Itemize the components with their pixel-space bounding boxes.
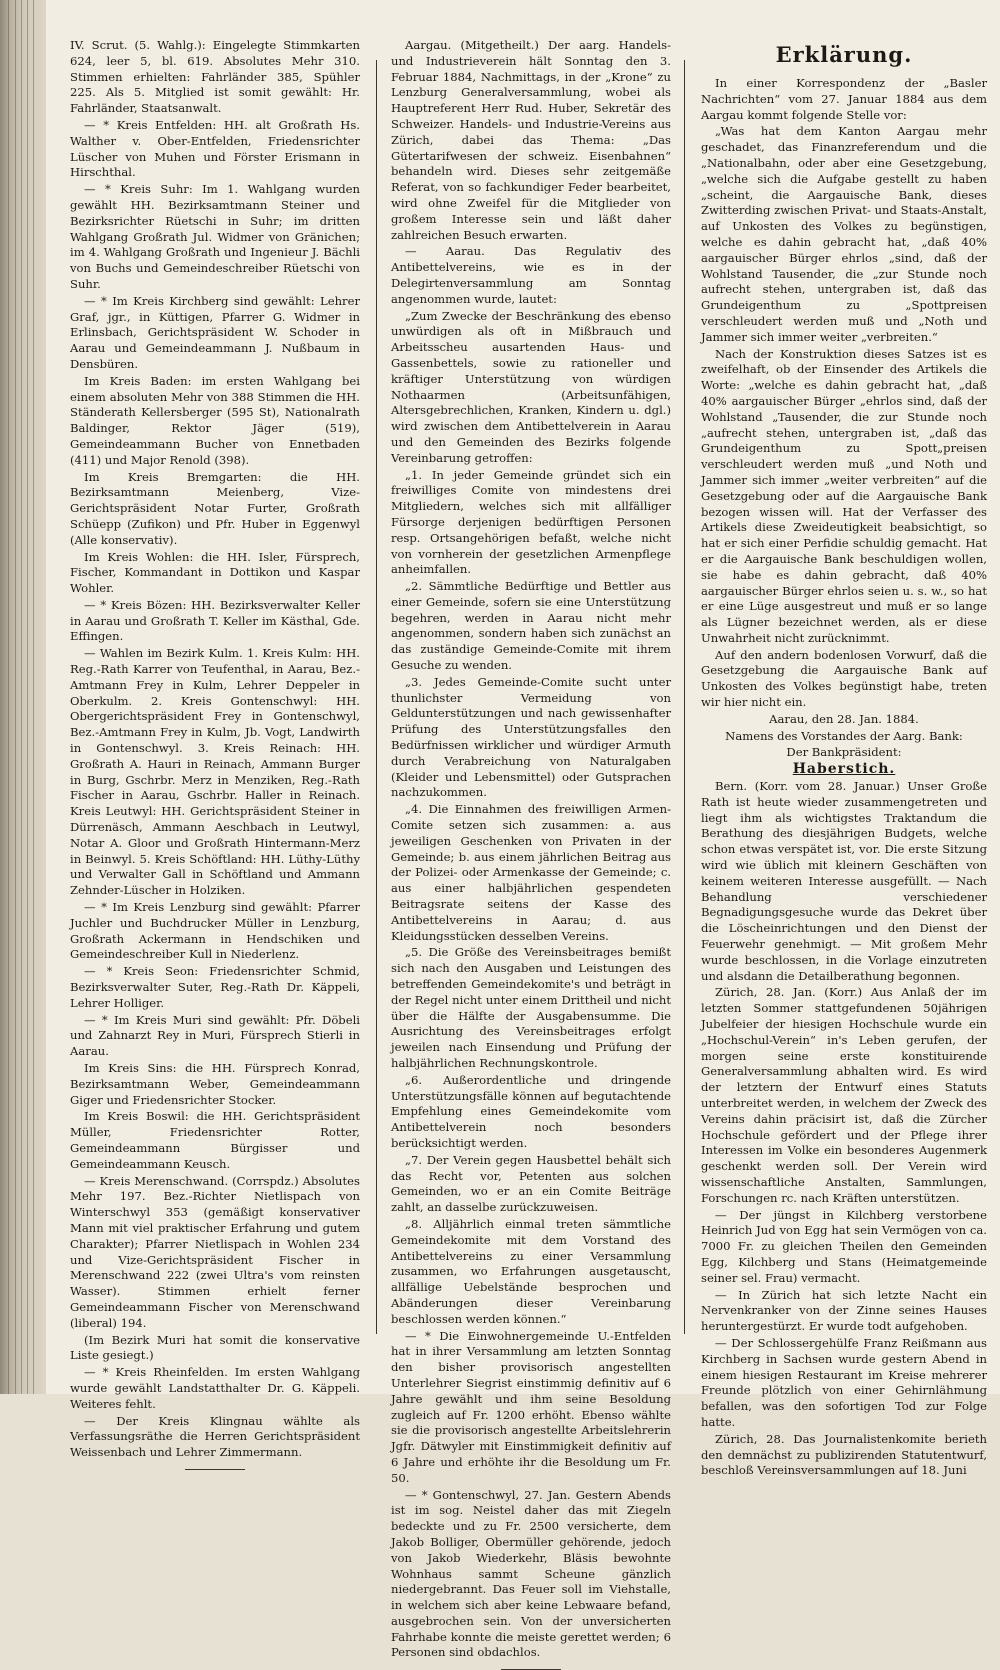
regulativ-item-1: „1. In jeder Gemeinde gründet sich ein freiwilliges Comite von mindestens drei Mitgliedern, welches sich mit allfälliger Fürsorge derjenigen bedürftigen Personen resp. Ortsangehörigen befaßt, welche nicht von vornherein der gesetzlichen Armenpflege anheimfallen. xyxy=(391,467,671,577)
erklaerung-intro: In einer Korrespondenz der „Basler Nachrichten“ vom 27. Januar 1884 aus dem Aargau kommt folgende Stelle vor: xyxy=(701,76,987,122)
regulativ-item-6: „6. Außerordentliche und dringende Unterstützungsfälle können auf begutachtende Empfehlung eines Gemeindekomite vom Antibettelverein noch besonders berücksichtigt werden. xyxy=(391,1072,671,1150)
article-seon: — * Kreis Seon: Friedensrichter Schmid, Bezirksverwalter Suter, Reg.-Rath Dr. Käppeli, Lehrer Holliger. xyxy=(70,964,360,1010)
erklaerung-closing: Auf den andern bodenlosen Vorwurf, daß die Gesetzgebung die Aargauische Bank auf Unkosten des Volkes begünstigt habe, treten wir hier nicht ein. xyxy=(701,647,987,710)
article-wohlen: Im Kreis Wohlen: die HH. Isler, Fürsprech, Fischer, Kommandant in Dottikon und Kaspar Wohler. xyxy=(70,549,360,596)
article-boswil: Im Kreis Boswil: die HH. Gerichtspräsident Müller, Friedensrichter Rotter, Gemeindeammann Bürgisser und Gemeindeammann Keusch. xyxy=(70,1109,360,1171)
regulativ-intro: „Zum Zwecke der Beschränkung des ebenso unwürdigen als oft in Mißbrauch und Arbeitsscheu ausartenden Haus- und Gassenbettels, sowie zu rationeller und kräftiger Unterstützung von würdigen Nothaarmen (Arbeitsunfähigen, Altersgebrechlichen, Kranken, Kindern u. dgl.) wird zwischen dem Antibettelverein in Aarau und den Gemeinden des Bezirks folgende Vereinbarung getroffen: xyxy=(391,308,671,465)
erklaerung-signature: Haberstich. xyxy=(792,761,896,778)
article-bremgarten: Im Kreis Bremgarten: die HH. Bezirksamtmann Meienberg, Vize-Gerichtspräsident Notar Furter, Großrath Schüepp (Zufikon) und Pfr. Huber in Eggenwyl (Alle konservativ). xyxy=(70,469,360,547)
article-suhr: — * Kreis Suhr: Im 1. Wahlgang wurden gewählt HH. Bezirksamtmann Steiner und Bezirksrichter Rüetschi in Suhr; im dritten Wahlgang Großrath Jul. Widmer von Gränichen; im 4. Wahlgang Großrath und Ingenieur J. Bächli von Buchs und Gemeindeschreiber Rüetschi von Suhr. xyxy=(70,182,360,291)
column-divider-right xyxy=(684,60,685,1334)
article-journalistenkomite: Zürich, 28. Das Journalistenkomite berieth den demnächst zu publizirenden Statutentwurf, beschloß Vereinsversammlungen auf 18. Juni xyxy=(701,1431,987,1478)
article-klingnau: — Der Kreis Klingnau wählte als Verfassungsräthe die Herren Gerichtspräsident Weissenbach und Lehrer Zimmermann. xyxy=(70,1413,360,1460)
regulativ-item-3: „3. Jedes Gemeinde-Comite sucht unter thunlichster Vermeidung von Geldunterstützungen und nach gewissenhafter Prüfung des Unterstützungsfalles den Bedürfnissen wirklicher und würdiger Armuth durch Verabreichung von Naturalgaben (Kleider und Lebensmittel) oder Gutsprachen nachzukommen. xyxy=(391,674,671,800)
column-left xyxy=(70,38,360,1460)
article-zuerich-accident: — In Zürich hat sich letzte Nacht ein Nervenkranker von der Zinne seines Hauses heruntergestürzt. Er wurde todt aufgehoben. xyxy=(701,1287,987,1334)
erklaerung-heading: Erklärung. xyxy=(775,42,913,67)
column-divider-left xyxy=(376,60,377,1334)
regulativ-item-5: „5. Die Größe des Vereinsbeitrages bemißt sich nach den Ausgaben und Leistungen des betreffenden Gemeindekomite's und beträgt in der Regel nicht unter einem Drittheil und nicht über die Hälfte der Ausgabensumme. Die Ausrichtung des Vereinsbeitrages erfolgt jeweilen nach Einsendung und Prüfung der halbjährlichen Rechnungskontrole. xyxy=(391,945,671,1070)
column-right xyxy=(701,38,987,1478)
article-kulm: — Wahlen im Bezirk Kulm. 1. Kreis Kulm: HH. Reg.-Rath Karrer von Teufenthal, in Aarau, Bez.-Amtmann Frey in Kulm, Lehrer Deppeler in Oberkulm. 2. Kreis Gontenschwyl: HH. Obergerichtspräsident Frey in Gontenschwyl, Bez.-Amtmann Frey in Kulm, Jb. Vogt, Landwirth in Gontenschwyl. 3. Kreis Reinach: HH. Großrath A. Hauri in Reinach, Ammann Burger in Burg, Gschrbr. Merz in Menziken, Reg.-Rath Fischer in Aarau, Gschrbr. Haller in Reinach. Kreis Leutwyl: HH. Gerichtspräsident Steiner in Dürrenäsch, Ammann Aeschbach in Leutwyl, Notar A. Gloor und Großrath Hintermann-Merz in Beinwyl. 5. Kreis Schöftland: HH. Lüthy-Lüthy und Verwalter Gall in Schöftland und Ammann Zehnder-Lüscher in Holziken. xyxy=(70,646,360,898)
regulativ-item-8: „8. Alljährlich einmal treten sämmtliche Gemeindekomite mit dem Vorstand des Antibettelvereins zu einer Versammlung zusammen, wo Erfahrungen ausgetauscht, allfällige Uebelstände besprochen und Abänderungen dieser Vereinbarung beschlossen werden können.“ xyxy=(391,1216,671,1326)
article-lenzburg: — * Im Kreis Lenzburg sind gewählt: Pfarrer Juchler und Buchdrucker Müller in Lenzburg, Großrath Ackermann in Hendschiken und Gemeindeschreiber Kull in Niederlenz. xyxy=(70,900,360,962)
article-sins: Im Kreis Sins: die HH. Fürsprech Konrad, Bezirksamtmann Weber, Gemeindeammann Giger und Friedensrichter Stocker. xyxy=(70,1061,360,1107)
erklaerung-board: Namens des Vorstandes der Aarg. Bank: xyxy=(725,728,963,743)
newspaper-page xyxy=(46,0,1000,1660)
article-aargau-verein: Aargau. (Mitgetheilt.) Der aarg. Handels- und Industrieverein hält Sonntag den 3. Februar 1884, Nachmittags, in der „Krone“ zu Lenzburg Generalversammlung, wobei als Hauptreferent Herr Rud. Huber, Sekretär des Schweizer. Handels- und Industrie-Vereins aus Zürich, dabei das Thema: „Das Gütertarifwesen der schweiz. Eisenbahnen“ behandeln wird. Dieses sehr zeitgemäße Referat, von so fachkundiger Feder bearbeitet, wird ohne Zweifel für die Mitglieder von großem Interesse sein und läßt daher zahlreichen Besuch erwarten. xyxy=(391,38,671,242)
article-kilchberg-legacy: — Der jüngst in Kilchberg verstorbene Heinrich Jud von Egg hat sein Vermögen von ca. 7000 Fr. zu gleichen Theilen den Gemeinden Egg, Kilchberg und Stans (Heimatgemeinde seiner sel. Frau) vermacht. xyxy=(701,1207,987,1285)
erklaerung-quote: „Was hat dem Kanton Aargau mehr geschadet, das Finanzreferendum und die „Nationalbahn, oder aber eine Gesetzgebung, „welche sich die Aufgabe gestellt zu haben „scheint, die Aargauische Bank, dieses Zwitterding zwischen Privat- und Staats-Anstalt, auf Unkosten des Volkes zu begünstigen, welche es dahin gebracht hat, „daß 40% aargauischer Bürger ehrlos „sind, daß der Wohlstand Tausender, die „zur Stunde noch aufrecht stehen, untergraben ist, daß das Grundeigenthum zu „Spottpreisen verschleudert werden muß und „Noth und Jammer sich immer weiter „verbreiten.“ xyxy=(701,124,987,344)
article-reissmann: — Der Schlossergehülfe Franz Reißmann aus Kirchberg in Sachsen wurde gestern Abend in einem hiesigen Restaurant im Kreise mehrerer Freunde plötzlich von einer Gehirnlähmung befallen, was den sofortigen Tod zur Folge hatte. xyxy=(701,1335,987,1429)
erklaerung-date: Aarau, den 28. Jan. 1884. xyxy=(769,711,919,726)
regulativ-item-4: „4. Die Einnahmen des freiwilligen Armen-Comite setzen sich zusammen: a. aus jeweiligen Geschenken von Privaten in der Gemeinde; b. aus einem jährlichen Beitrag aus der Polizei- oder Armenkasse der Gemeinde; c. aus einer halbjährlichen gespendeten Beitragsrate seitens der Kasse des Antibettelvereins in Aarau; d. aus Kleidungsstücken desselben Vereins. xyxy=(391,802,671,943)
erklaerung-president: Der Bankpräsident: xyxy=(786,745,902,760)
article-entfelden: — * Kreis Entfelden: HH. alt Großrath Hs. Walther v. Ober-Entfelden, Friedensrichter Lüscher von Muhen und Förster Erismann in Hirschthal. xyxy=(70,117,360,180)
book-binding xyxy=(0,0,46,1394)
erklaerung-body: Nach der Konstruktion dieses Satzes ist es zweifelhaft, ob der Einsender des Artikels die Worte: „welche es dahin gebracht hat, „daß 40% aargauischer Bürger „ehrlos sind, daß der Wohlstand „Tausender, die zur Stunde noch „aufrecht stehen, untergraben ist, „daß das Grundeigenthum zu Spott„preisen verschleudert werden muß „und Noth und Jammer sich immer „weiter verbreiten“ auf die Gesetzgebung oder auf die Aargauische Bank bezogen wissen will. Hat der Verfasser des Artikels diese Zweideutigkeit beabsichtigt, so hat er sich einer Perfidie schuldig gemacht. Hat er die Aargauische Bank beschuldigen wollen, sie habe es dahin gebracht, daß 40% aargauischer Bürger ehrlos seien u. s. w., so hat er eine Lüge ausgestreut und muß er so lange als Lügner bezeichnet werden, als er diese Unwahrheit nicht zurücknimmt. xyxy=(701,346,987,645)
column-middle xyxy=(391,38,671,1660)
article-aarau-regulativ: — Aarau. Das Regulativ des Antibettelvereins, wie es in der Delegirtenversammlung am Sonntag angenommen wurde, lautet: xyxy=(391,244,671,306)
regulativ-item-7: „7. Der Verein gegen Hausbettel behält sich das Recht vor, Petenten aus solchen Gemeinden, wo er an ein Comite Beiträge zahlt, an dasselbe zurückzuweisen. xyxy=(391,1152,671,1215)
article-merenschwand: — Kreis Merenschwand. (Corrspdz.) Absolutes Mehr 197. Bez.-Richter Nietlispach von Winterschwyl 353 (gemäßigt konservativer Mann mit viel praktischer Erfahrung und gutem Charakter); Pfarrer Nietlispach in Wohlen 234 und Vize-Gerichtspräsident Fischer in Merenschwand 222 (zwei Ultra's vom reinsten Wasser). Stimmen erhielt ferner Gemeindeammann Fischer von Merenschwand (liberal) 194. xyxy=(70,1173,360,1330)
article-boezen: — * Kreis Bözen: HH. Bezirksverwalter Keller in Aarau und Großrath T. Keller im Kästhal, Gde. Effingen. xyxy=(70,597,360,644)
article-kirchberg: — * Im Kreis Kirchberg sind gewählt: Lehrer Graf, jgr., in Küttigen, Pfarrer G. Widmer in Erlinsbach, Gerichtspräsident W. Schoder in Aarau und Gemeindeammann J. Nußbaum in Densbüren. xyxy=(70,293,360,371)
article-entfelden-gemeinde: — * Die Einwohnergemeinde U.-Entfelden hat in ihrer Versammlung am letzten Sonntag den bisher provisorisch angestellten Unterlehrer Siegrist einstimmig definitiv auf 6 Jahre gewählt und ihm seine Besoldung zugleich auf Fr. 1200 erhöht. Ebenso wählte sie die provisorisch angestellte Arbeitslehrerin Jgfr. Dätwyler mit Einstimmigkeit definitiv auf 6 Jahre und erhöhte ihr die Besoldung um Fr. 50. xyxy=(391,1328,671,1485)
article-muri-result: (Im Bezirk Muri hat somit die konservative Liste gesiegt.) xyxy=(70,1332,360,1363)
article-scrutiny: IV. Scrut. (5. Wahlg.): Eingelegte Stimmkarten 624, leer 5, bl. 619. Absolutes Mehr 310. Stimmen erhielten: Fahrländer 385, Spühler 225. Als 5. Mitglied ist somit gewählt: Hr. Fahrländer, Staatsanwalt. xyxy=(70,38,360,116)
article-rheinfelden: — * Kreis Rheinfelden. Im ersten Wahlgang wurde gewählt Landstatthalter Dr. G. Käppeli. Weiteres fehlt. xyxy=(70,1365,360,1411)
regulativ-item-2: „2. Sämmtliche Bedürftige und Bettler aus einer Gemeinde, sofern sie eine Unterstützung begehren, werden in Aarau nicht mehr angenommen, sondern haben sich zunächst an das zuständige Gemeinde-Comite mit ihrem Gesuche zu wenden. xyxy=(391,579,671,673)
article-baden: Im Kreis Baden: im ersten Wahlgang bei einem absoluten Mehr von 388 Stimmen die HH. Ständerath Kellersberger (595 St), Nationalrath Baldinger, Rektor Jäger (519), Gemeindeammann Bucher von Ennetbaden (411) und Major Renold (398). xyxy=(70,373,360,467)
column-end-rule xyxy=(185,1469,245,1470)
article-zuerich-hochschule: Zürich, 28. Jan. (Korr.) Aus Anlaß der im letzten Sommer stattgefundenen 50jährigen Jubelfeier der hiesigen Hochschule wurde ein „Hochschul-Verein“ in's Leben gerufen, der morgen seine erste konstituirende Generalversammlung abhalten wird. Es wird der letztern der Entwurf eines Statuts unterbreitet werden, in welchem der Zweck des Vereins dahin präcisirt ist, daß die Zürcher Hochschule gefördert und der Pflege ihrer Interessen im Volke ein besonderes Augenmerk geschenkt werden soll. Der Verein wird wissenschaftliche Anstalten, Sammlungen, Forschungen rc. nach Kräften unterstützen. xyxy=(701,985,987,1205)
article-muri: — * Im Kreis Muri sind gewählt: Pfr. Döbeli und Zahnarzt Rey in Muri, Fürsprech Stierli in Aarau. xyxy=(70,1012,360,1059)
article-bern: Bern. (Korr. vom 28. Januar.) Unser Große Rath ist heute wieder zusammengetreten und liegt ihm als wichtigstes Traktandum die Berathung des diesjährigen Budgets, welche schon etwas verspätet ist, vor. Die erste Sitzung wird wie üblich mit kleinern Geschäften von keinem weiteren Interesse ausgefüllt. — Nach Behandlung verschiedener Begnadigungsgesuche wurde das Dekret über die Löscheinrichtungen und den Dienst der Feuerwehr genehmigt. — Mit großem Mehr wurde beschlossen, in die Vorlage einzutreten und alsdann die Detailberathung begonnen. xyxy=(701,779,987,983)
article-gontenschwyl-fire: — * Gontenschwyl, 27. Jan. Gestern Abends ist im sog. Neistel daher das mit Ziegeln bedeckte und zu Fr. 2500 versicherte, dem Jakob Bolliger, Obermüller gehörende, jedoch von Jakob Wiederkehr, Bläsis bewohnte Wohnhaus sammt Scheune gänzlich niedergebrannt. Das Feuer soll im Viehstalle, in welchem sich aber keine Lebwaare befand, ausgebrochen sein. Von der unversicherten Fahrhabe konnte die meiste gerettet werden; 6 Personen sind obdachlos. xyxy=(391,1487,671,1660)
